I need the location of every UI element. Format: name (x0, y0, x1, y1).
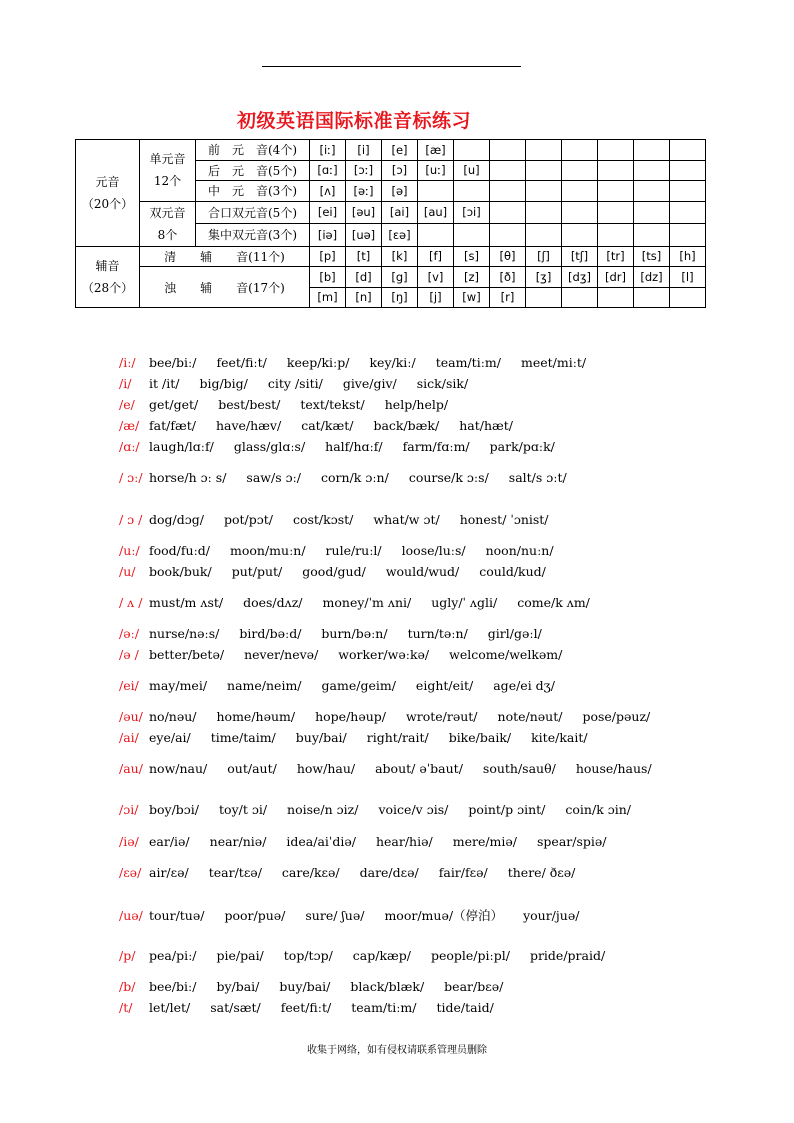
example-word: keep/kiːp/ (286, 355, 350, 370)
example-word: put/put/ (231, 564, 283, 579)
practice-line (119, 543, 574, 558)
practice-line (119, 730, 608, 745)
row-label: 后 元 音(5个) (196, 160, 310, 181)
empty-cell (562, 140, 598, 161)
example-word: pea/piː/ (149, 948, 197, 963)
phoneme-cell: [ɔː] (346, 160, 382, 181)
phoneme-cell: [ð] (490, 267, 526, 288)
example-word: top/tɔp/ (283, 948, 333, 963)
example-word: tour/tuə/ (149, 908, 205, 923)
phoneme-cell: [tr] (598, 246, 634, 267)
example-word: by/bai/ (216, 979, 260, 994)
phoneme-cell: [ei] (310, 201, 346, 224)
phoneme-symbol: / ɔː/ (119, 470, 143, 485)
example-word: cat/kæt/ (301, 418, 354, 433)
example-word: half/hɑːf/ (325, 439, 383, 454)
example-word: rule/ruːl/ (325, 543, 382, 558)
example-word: saw/s ɔː/ (246, 470, 302, 485)
example-word: horse/h ɔː s/ (149, 470, 227, 485)
empty-cell (598, 160, 634, 181)
example-word: age/ei dʒ/ (493, 678, 555, 693)
phoneme-cell: [w] (454, 287, 490, 308)
example-word: your/juə/ (523, 908, 580, 923)
example-word: better/betə/ (149, 647, 225, 662)
empty-cell (598, 140, 634, 161)
example-word: bee/biː/ (149, 355, 197, 370)
example-word: noon/nuːn/ (485, 543, 554, 558)
example-word: would/wud/ (385, 564, 460, 579)
example-word: may/mei/ (149, 678, 208, 693)
empty-cell (598, 224, 634, 247)
phoneme-cell: [ŋ] (382, 287, 418, 308)
practice-line (119, 470, 587, 485)
empty-cell (418, 224, 454, 247)
example-word: does/dʌz/ (243, 595, 303, 610)
row-label: 清 辅 音(11个) (140, 246, 310, 267)
phoneme-cell: [əu] (346, 201, 382, 224)
empty-cell (454, 140, 490, 161)
empty-cell (634, 181, 670, 202)
phoneme-cell: [iə] (310, 224, 346, 247)
example-word: spear/spiə/ (537, 834, 607, 849)
example-word: toy/t ɔi/ (219, 802, 268, 817)
empty-cell (526, 201, 562, 224)
phoneme-symbol: /ɛə/ (119, 865, 142, 880)
example-word: kite/kait/ (531, 730, 588, 745)
example-word: noise/n ɔiz/ (287, 802, 359, 817)
mono-vowel-title: 单元音 (149, 152, 186, 167)
phoneme-cell: [ə] (382, 181, 418, 202)
phoneme-cell: [dz] (634, 267, 670, 288)
empty-cell (526, 181, 562, 202)
phoneme-cell: [t] (346, 246, 382, 267)
practice-line (119, 418, 533, 433)
empty-cell (562, 181, 598, 202)
mono-vowel-count: 12个 (153, 174, 182, 189)
phoneme-symbol: /p/ (119, 948, 136, 963)
example-word: laugh/lɑːf/ (149, 439, 214, 454)
example-word: tide/taid/ (436, 1000, 494, 1015)
example-word: south/sauθ/ (482, 761, 556, 776)
example-word: pride/praid/ (529, 948, 606, 963)
phoneme-cell: [dʒ] (562, 267, 598, 288)
vowel-group-label (76, 140, 140, 247)
example-word: coin/k ɔin/ (565, 802, 632, 817)
phoneme-cell: [p] (310, 246, 346, 267)
phoneme-symbol: /e/ (119, 397, 135, 412)
phoneme-cell: [tʃ] (562, 246, 598, 267)
example-word: care/kɛə/ (281, 865, 340, 880)
diphthong-label (140, 201, 196, 246)
phoneme-cell: [au] (418, 201, 454, 224)
diphthong-title: 双元音 (149, 205, 186, 220)
practice-line (119, 397, 468, 412)
example-word: key/kiː/ (369, 355, 416, 370)
example-word: boy/bɔi/ (149, 802, 200, 817)
example-word: book/buk/ (149, 564, 212, 579)
example-word: farm/fɑːm/ (402, 439, 470, 454)
phoneme-cell: [b] (310, 267, 346, 288)
example-word: money/ˈm ʌni/ (322, 595, 412, 610)
phonetic-table (75, 139, 706, 308)
phoneme-symbol: /æ/ (119, 418, 140, 433)
phoneme-symbol: /əu/ (119, 709, 143, 724)
empty-cell (670, 287, 706, 308)
phoneme-symbol: /ai/ (119, 730, 139, 745)
vowel-group-count: （20个） (81, 196, 134, 211)
example-word: dare/dɛə/ (359, 865, 419, 880)
phoneme-cell: [ɔ] (382, 160, 418, 181)
example-word: name/neim/ (227, 678, 302, 693)
table-row (76, 201, 706, 224)
example-word: ugly/ˈ ʌgli/ (431, 595, 498, 610)
example-word: hear/hiə/ (375, 834, 433, 849)
example-word: loose/luːs/ (401, 543, 466, 558)
row-label: 集中双元音(3个) (196, 224, 310, 247)
example-word: park/pɑːk/ (489, 439, 555, 454)
example-word: bear/bɛə/ (444, 979, 504, 994)
example-word: sick/sik/ (416, 376, 469, 391)
example-word: pot/pɔt/ (223, 512, 273, 527)
example-word: idea/aiˈdiə/ (286, 834, 356, 849)
phoneme-cell: [æ] (418, 140, 454, 161)
example-word: glass/glɑːs/ (233, 439, 306, 454)
phoneme-cell: [ɛə] (382, 224, 418, 247)
phoneme-symbol: /iə/ (119, 834, 139, 849)
example-word: must/m ʌst/ (149, 595, 224, 610)
empty-cell (454, 224, 490, 247)
diphthong-count: 8个 (157, 227, 178, 242)
example-word: worker/wəːkə/ (338, 647, 430, 662)
example-word: never/nevə/ (244, 647, 319, 662)
example-word: moon/muːn/ (230, 543, 306, 558)
example-word: meet/miːt/ (520, 355, 587, 370)
example-word: best/best/ (218, 397, 281, 412)
example-word: pie/pai/ (216, 948, 264, 963)
example-word: cost/kɔst/ (292, 512, 354, 527)
empty-cell (670, 140, 706, 161)
phoneme-cell: [e] (382, 140, 418, 161)
phoneme-cell: [uə] (346, 224, 382, 247)
example-word: food/fuːd/ (149, 543, 210, 558)
example-word: buy/bai/ (295, 730, 347, 745)
consonant-group-title: 辅音 (95, 258, 120, 273)
example-word: bee/biː/ (149, 979, 197, 994)
empty-cell (490, 140, 526, 161)
example-word: game/geim/ (321, 678, 396, 693)
empty-cell (634, 160, 670, 181)
example-word: help/help/ (384, 397, 449, 412)
example-word: out/aut/ (227, 761, 277, 776)
example-word: good/gud/ (302, 564, 366, 579)
phoneme-symbol: /u/ (119, 564, 136, 579)
example-word: there/ ðɛə/ (507, 865, 576, 880)
example-word: near/niə/ (209, 834, 267, 849)
phoneme-cell: [v] (418, 267, 454, 288)
phoneme-cell: [ʃ] (526, 246, 562, 267)
example-word: back/bæk/ (373, 418, 440, 433)
empty-cell (670, 181, 706, 202)
example-word: come/k ʌm/ (517, 595, 590, 610)
practice-line (119, 979, 523, 994)
example-word: feet/fiːt/ (216, 355, 267, 370)
empty-cell (634, 287, 670, 308)
phoneme-cell: [dr] (598, 267, 634, 288)
practice-line (119, 1000, 514, 1015)
example-word: fair/fɛə/ (438, 865, 488, 880)
phoneme-cell: [θ] (490, 246, 526, 267)
phoneme-cell: [h] (670, 246, 706, 267)
row-label: 前 元 音(4个) (196, 140, 310, 161)
empty-cell (562, 160, 598, 181)
table-row (76, 267, 706, 288)
empty-cell (526, 224, 562, 247)
phoneme-symbol: /ə / (119, 647, 139, 662)
phoneme-cell: [ʒ] (526, 267, 562, 288)
phoneme-cell: [i] (346, 140, 382, 161)
phoneme-cell: [ai] (382, 201, 418, 224)
example-word: sure/ ʃuə/ (305, 908, 365, 923)
example-word: turn/təːn/ (407, 626, 468, 641)
example-word: what/w ɔt/ (373, 512, 440, 527)
example-word: house/haus/ (575, 761, 652, 776)
empty-cell (454, 181, 490, 202)
example-word: give/giv/ (342, 376, 397, 391)
example-word: sat/sæt/ (210, 1000, 261, 1015)
phoneme-symbol: /əː/ (119, 626, 140, 641)
empty-cell (562, 201, 598, 224)
example-word: welcome/welkəm/ (449, 647, 563, 662)
practice-line (119, 865, 595, 880)
phoneme-cell: [ɑː] (310, 160, 346, 181)
practice-line (119, 512, 569, 527)
phoneme-symbol: /ɑː/ (119, 439, 140, 454)
page-title: 初级英语国际标准音标练习 (236, 110, 471, 132)
phoneme-symbol: / ɔ / (119, 512, 143, 527)
empty-cell (598, 201, 634, 224)
practice-line (119, 647, 582, 662)
phoneme-cell: [iː] (310, 140, 346, 161)
example-word: eight/eit/ (415, 678, 474, 693)
table-row (76, 140, 706, 161)
phoneme-symbol: /i/ (119, 376, 132, 391)
empty-cell (526, 140, 562, 161)
empty-cell (634, 140, 670, 161)
phoneme-symbol: /uə/ (119, 908, 143, 923)
example-word: corn/k ɔːn/ (321, 470, 389, 485)
phoneme-cell: [f] (418, 246, 454, 267)
table-row (76, 246, 706, 267)
example-word: team/tiːm/ (351, 1000, 417, 1015)
example-word: how/hau/ (296, 761, 356, 776)
example-word: nurse/nəːs/ (149, 626, 220, 641)
phoneme-symbol: /ɔi/ (119, 802, 139, 817)
phoneme-cell: [l] (670, 267, 706, 288)
phoneme-symbol: /iː/ (119, 355, 136, 370)
example-word: let/let/ (149, 1000, 191, 1015)
example-word: voice/v ɔis/ (378, 802, 449, 817)
example-word: get/get/ (149, 397, 199, 412)
empty-cell (562, 224, 598, 247)
empty-cell (634, 201, 670, 224)
phoneme-cell: [ʌ] (310, 181, 346, 202)
practice-line (119, 595, 610, 610)
example-word: poor/puə/ (224, 908, 286, 923)
example-word: have/hæv/ (215, 418, 282, 433)
empty-cell (670, 160, 706, 181)
phoneme-cell: [əː] (346, 181, 382, 202)
example-word: dog/dɔg/ (149, 512, 204, 527)
consonant-group-count: （28个） (81, 280, 134, 295)
example-word: girl/gəːl/ (487, 626, 542, 641)
practice-line (119, 376, 488, 391)
example-word: cap/kæp/ (352, 948, 411, 963)
example-word: city /siti/ (267, 376, 323, 391)
example-word: point/p ɔint/ (468, 802, 546, 817)
example-word: hat/hæt/ (459, 418, 513, 433)
phoneme-symbol: /ei/ (119, 678, 139, 693)
example-word: black/blæk/ (350, 979, 425, 994)
phoneme-cell: [u] (454, 160, 490, 181)
practice-line (119, 802, 651, 817)
phoneme-symbol: /b/ (119, 979, 136, 994)
example-word: feet/fiːt/ (280, 1000, 332, 1015)
phoneme-cell: [uː] (418, 160, 454, 181)
example-word: text/tekst/ (300, 397, 365, 412)
example-word: note/nəut/ (497, 709, 563, 724)
example-word: about/ əˈbaut/ (375, 761, 463, 776)
vowel-group-title: 元音 (95, 174, 120, 189)
example-word: now/nau/ (149, 761, 208, 776)
empty-cell (490, 224, 526, 247)
empty-cell (562, 287, 598, 308)
example-word: no/nəu/ (149, 709, 197, 724)
phoneme-cell: [ts] (634, 246, 670, 267)
consonant-group-label (76, 246, 140, 308)
example-word: ear/iə/ (149, 834, 190, 849)
phoneme-cell: [n] (346, 287, 382, 308)
example-word: burn/bəːn/ (321, 626, 388, 641)
example-word: honest/ ˈɔnist/ (459, 512, 549, 527)
empty-cell (670, 224, 706, 247)
phoneme-cell: [z] (454, 267, 490, 288)
phoneme-symbol: / ʌ / (119, 595, 143, 610)
row-label: 浊 辅 音(17个) (140, 267, 310, 308)
example-word: pose/pəuz/ (582, 709, 651, 724)
example-word: course/k ɔːs/ (408, 470, 489, 485)
footer-note: 收集于网络，如有侵权请联系管理员删除 (307, 1045, 487, 1056)
empty-cell (598, 287, 634, 308)
example-word: tear/tɛə/ (208, 865, 262, 880)
empty-cell (526, 287, 562, 308)
phoneme-cell: [r] (490, 287, 526, 308)
empty-cell (490, 201, 526, 224)
practice-line (119, 678, 575, 693)
empty-cell (490, 160, 526, 181)
phoneme-cell: [d] (346, 267, 382, 288)
mono-vowel-label (140, 140, 196, 202)
example-word: hope/həup/ (315, 709, 387, 724)
practice-line (119, 948, 625, 963)
example-word: air/ɛə/ (149, 865, 189, 880)
phoneme-cell: [m] (310, 287, 346, 308)
practice-line (119, 709, 670, 724)
example-word: eye/ai/ (149, 730, 191, 745)
example-word: people/piːpl/ (430, 948, 510, 963)
phoneme-symbol: /uː/ (119, 543, 140, 558)
phoneme-cell: [k] (382, 246, 418, 267)
example-word: bike/baik/ (448, 730, 512, 745)
phoneme-cell: [j] (418, 287, 454, 308)
phoneme-symbol: /t/ (119, 1000, 133, 1015)
empty-cell (526, 160, 562, 181)
phoneme-symbol: /au/ (119, 761, 143, 776)
phoneme-cell: [s] (454, 246, 490, 267)
example-word: time/taim/ (210, 730, 276, 745)
example-word: right/rait/ (366, 730, 429, 745)
practice-line (119, 564, 566, 579)
practice-line (119, 626, 562, 641)
empty-cell (418, 181, 454, 202)
example-word: home/həum/ (216, 709, 296, 724)
example-word: it /it/ (149, 376, 180, 391)
example-word: bird/bəːd/ (239, 626, 302, 641)
phoneme-cell: [g] (382, 267, 418, 288)
empty-cell (490, 181, 526, 202)
practice-line (119, 761, 672, 776)
example-word: salt/s ɔːt/ (508, 470, 567, 485)
empty-cell (634, 224, 670, 247)
example-word: team/tiːm/ (435, 355, 501, 370)
example-word: could/kud/ (479, 564, 546, 579)
example-word: fat/fæt/ (149, 418, 196, 433)
empty-cell (598, 181, 634, 202)
practice-line (119, 906, 599, 924)
row-label: 合口双元音(5个) (196, 201, 310, 224)
phoneme-cell: [ɔi] (454, 201, 490, 224)
example-word: big/big/ (199, 376, 248, 391)
practice-line (119, 439, 575, 454)
example-word: mere/miə/ (452, 834, 518, 849)
practice-line (119, 834, 627, 849)
row-label: 中 元 音(3个) (196, 181, 310, 202)
practice-line (119, 355, 606, 370)
example-word: moor/muə/（停泊） (384, 908, 504, 923)
example-word: wrote/rəut/ (406, 709, 478, 724)
header-rule (262, 66, 521, 67)
empty-cell (670, 201, 706, 224)
example-word: buy/bai/ (279, 979, 331, 994)
